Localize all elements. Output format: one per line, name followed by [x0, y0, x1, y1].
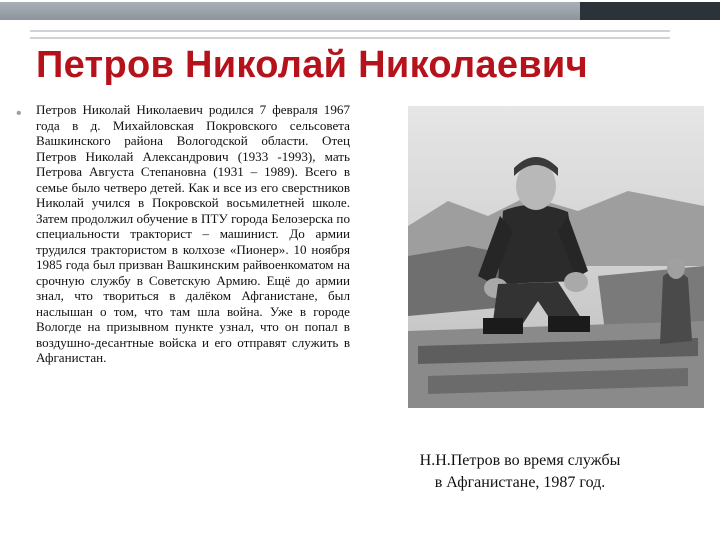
photo-caption — [380, 450, 660, 494]
caption-line-1: Н.Н.Петров во время службы — [419, 452, 621, 469]
slide-title: Петров Николай Николаевич — [36, 44, 588, 86]
top-bar-light-segment — [0, 2, 580, 20]
soldier-photo — [408, 106, 704, 408]
decorative-line — [30, 37, 670, 39]
top-decorative-bar — [0, 0, 720, 22]
biography-text: Петров Николай Николаевич родился 7 февраля 1967 года в д. Михайловская Покровского сельсовета Вашкинского района Вологодской области. Отец Петров Николай Александрович (1933 -1993), мать Петрова Августа Степановна (1931 – 1989). Всего в семье было четверо детей. Как и все из его сверстников Николай учился в Покровской восьмилетней школе. Затем продолжил обучение в ПТУ города Белозерска по специальности тракторист – машинист. До армии трудился трактористом в колхозе «Пионер». 10 ноября 1985 года был призван Вашкинским райвоенкоматом на срочную службу в Советскую Армию. Ещё до армии знал, что твориться в далёком Афганистане, был наслышан о том, что там шла война. Уже в городе Вологде на призывном пункте узнал, что он попал в воздушно-десантные войска и его отправят служить в Афганистан. — [36, 102, 350, 365]
soldier-photo-image — [408, 106, 704, 408]
caption-line-2: в Афганистане, 1987 год. — [434, 474, 606, 491]
bullet-marker: • — [16, 105, 22, 122]
decorative-line — [30, 30, 670, 32]
decorative-lines — [30, 30, 670, 42]
top-bar-dark-segment — [580, 2, 720, 20]
